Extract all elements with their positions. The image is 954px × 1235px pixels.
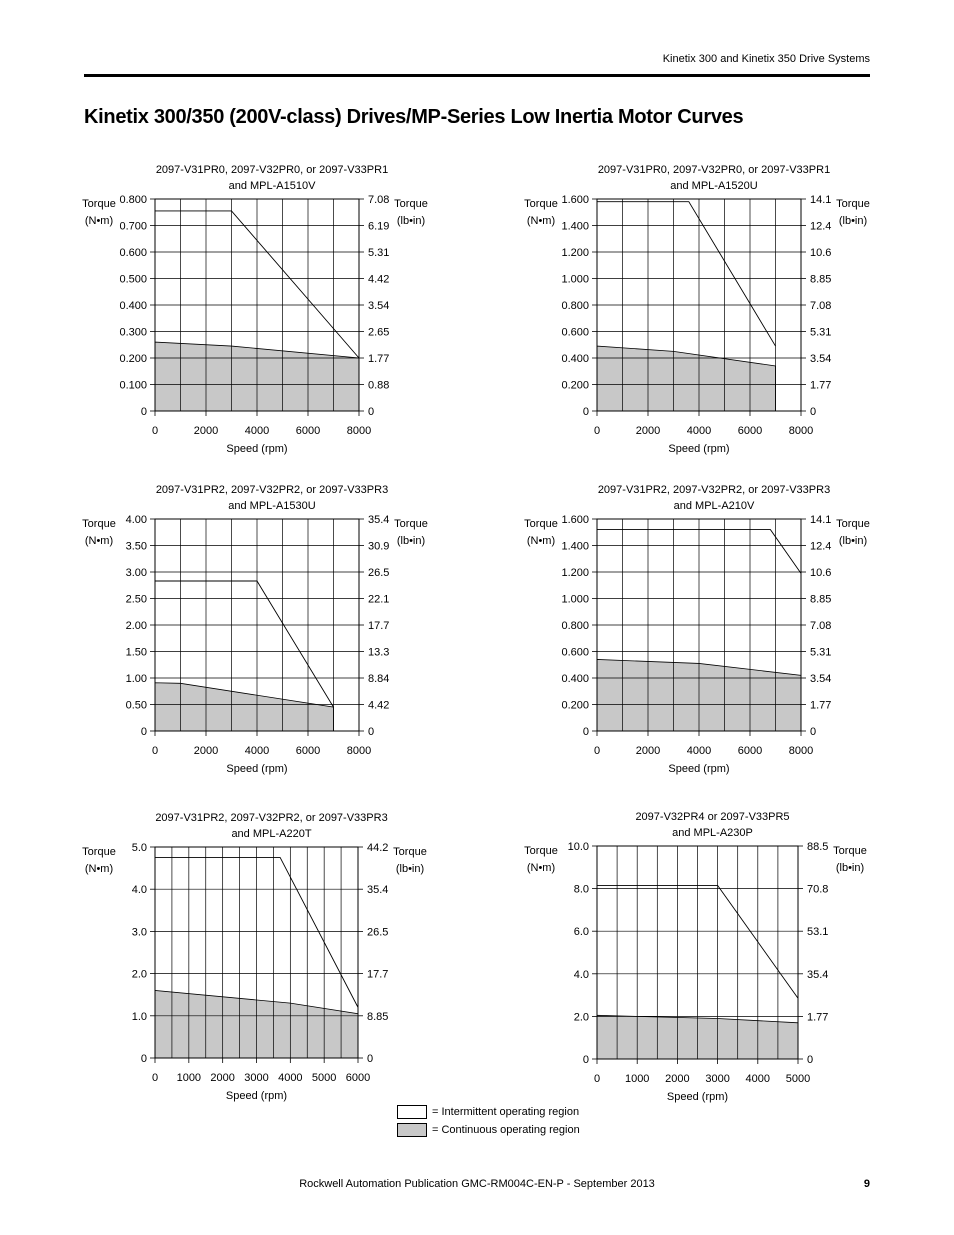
x-tick-label: 8000 <box>788 745 814 757</box>
y-tick-label-left: 8.0 <box>573 883 589 896</box>
continuous-swatch <box>397 1123 427 1137</box>
y-tick-label-right: 0 <box>368 726 375 738</box>
y-axis-label-right-unit: (lb•in) <box>835 862 865 874</box>
chart-6 <box>524 811 867 1103</box>
y-tick-label-right: 5.31 <box>810 326 832 339</box>
y-tick-label-left: 0.50 <box>125 699 147 712</box>
y-axis-label-left: Torque <box>82 518 116 530</box>
y-axis-label-left: Torque <box>524 198 558 210</box>
legend-item-continuous <box>397 1122 580 1138</box>
x-tick-label: 0 <box>593 745 601 757</box>
y-tick-label-left: 0.600 <box>119 247 147 259</box>
y-tick-label-left: 0.800 <box>561 620 589 632</box>
y-tick-label-left: 0 <box>140 726 147 738</box>
page-title: Kinetix 300/350 (200V-class) Drives/MP-Series Low Inertia Motor Curves <box>84 106 744 128</box>
y-tick-label-left: 0.100 <box>119 379 147 392</box>
x-tick-label: 8000 <box>346 745 372 757</box>
y-tick-label-right: 8.85 <box>367 1010 389 1023</box>
x-axis-label: Speed (rpm) <box>226 443 288 455</box>
y-tick-label-left: 1.200 <box>561 567 589 579</box>
y-tick-label-left: 1.000 <box>561 593 589 606</box>
y-axis-label-right: Torque <box>394 198 428 210</box>
y-tick-label-left: 0.700 <box>119 220 147 233</box>
y-tick-label-left: 1.600 <box>561 514 589 526</box>
continuous-region <box>155 683 334 731</box>
y-tick-label-right: 22.1 <box>368 593 390 606</box>
y-tick-label-right: 17.7 <box>367 968 389 981</box>
y-tick-label-right: 1.77 <box>810 699 832 712</box>
chart-subtitle: and MPL-A210V <box>673 500 755 512</box>
y-tick-label-right: 88.5 <box>807 841 829 853</box>
y-tick-label-left: 2.0 <box>131 968 147 981</box>
y-tick-label-left: 0.800 <box>561 300 589 312</box>
y-tick-label-left: 1.0 <box>131 1010 147 1023</box>
y-tick-label-right: 5.31 <box>368 247 390 259</box>
y-tick-label-right: 4.42 <box>368 699 390 712</box>
x-tick-label: 8000 <box>788 425 814 437</box>
y-tick-label-right: 7.08 <box>368 194 390 206</box>
legend <box>397 1104 580 1140</box>
y-tick-label-left: 3.50 <box>125 540 147 553</box>
y-axis-label-left-unit: (N•m) <box>526 862 556 874</box>
chart-subtitle: and MPL-A230P <box>672 827 753 839</box>
y-tick-label-left: 0.200 <box>561 699 589 712</box>
y-tick-label-left: 0.800 <box>119 194 147 206</box>
x-axis-label: Speed (rpm) <box>225 1090 288 1102</box>
y-tick-label-left: 0.600 <box>561 646 589 659</box>
x-axis-label: Speed (rpm) <box>666 1091 729 1103</box>
y-tick-label-left: 1.400 <box>561 220 589 233</box>
y-tick-label-left: 1.00 <box>125 673 147 685</box>
y-tick-label-right: 10.6 <box>810 567 832 579</box>
chart-2 <box>524 164 870 455</box>
chart-subtitle: and MPL-A1520U <box>670 180 758 192</box>
y-axis-label-left-unit: (N•m) <box>526 535 556 547</box>
y-tick-label-left: 0.500 <box>119 273 147 286</box>
y-tick-label-left: 2.00 <box>125 620 147 632</box>
y-axis-label-right-unit: (lb•in) <box>396 535 426 547</box>
x-tick-label: 4000 <box>686 425 712 437</box>
y-tick-label-left: 0 <box>582 1054 589 1066</box>
chart-title: 2097-V32PR4 or 2097-V33PR5 <box>635 811 790 823</box>
chart-1 <box>82 164 428 455</box>
y-tick-label-left: 0.400 <box>561 353 589 365</box>
x-tick-label: 2000 <box>635 425 661 437</box>
y-tick-label-right: 14.1 <box>810 194 832 206</box>
chart-title: 2097-V31PR2, 2097-V32PR2, or 2097-V33PR3 <box>155 812 388 824</box>
y-tick-label-right: 53.1 <box>807 926 829 939</box>
y-tick-label-right: 10.6 <box>810 247 832 259</box>
y-axis-label-left: Torque <box>82 198 116 210</box>
x-axis-label: Speed (rpm) <box>668 763 730 775</box>
x-tick-label: 0 <box>151 1072 159 1084</box>
x-tick-label: 6000 <box>345 1072 371 1084</box>
y-tick-label-left: 0 <box>582 406 589 418</box>
chart-subtitle: and MPL-A220T <box>231 828 312 840</box>
y-tick-label-left: 10.0 <box>567 841 589 853</box>
y-tick-label-right: 14.1 <box>810 514 832 526</box>
y-tick-label-left: 0 <box>140 1053 147 1065</box>
x-tick-label: 3000 <box>705 1073 730 1085</box>
page-number: 9 <box>863 1178 870 1190</box>
x-tick-label: 1000 <box>176 1072 202 1084</box>
legend-label-continuous: = Continuous operating region <box>432 1124 580 1136</box>
y-tick-label-right: 8.85 <box>810 273 832 286</box>
intermittent-swatch <box>397 1105 427 1119</box>
y-tick-label-left: 0.400 <box>561 673 589 685</box>
x-tick-label: 4000 <box>686 745 712 757</box>
x-tick-label: 4000 <box>244 745 270 757</box>
x-tick-label: 2000 <box>193 745 219 757</box>
y-tick-label-right: 12.4 <box>810 540 832 553</box>
y-tick-label-right: 26.5 <box>367 926 389 939</box>
y-tick-label-left: 4.0 <box>131 884 147 897</box>
y-axis-label-right: Torque <box>833 845 867 857</box>
y-tick-label-right: 17.7 <box>368 620 390 632</box>
y-axis-label-left-unit: (N•m) <box>526 215 556 227</box>
y-axis-label-left: Torque <box>524 845 558 857</box>
y-tick-label-left: 3.0 <box>131 926 147 939</box>
y-tick-label-right: 7.08 <box>810 300 832 312</box>
chart-subtitle: and MPL-A1510V <box>228 180 316 192</box>
y-tick-label-right: 6.19 <box>368 220 390 233</box>
chart-4 <box>524 484 870 775</box>
y-tick-label-left: 2.50 <box>125 593 147 606</box>
y-tick-label-left: 0.200 <box>561 379 589 392</box>
x-axis-label: Speed (rpm) <box>668 443 730 455</box>
y-tick-label-right: 0 <box>367 1053 374 1065</box>
y-axis-label-left-unit: (N•m) <box>84 215 114 227</box>
y-tick-label-left: 1.50 <box>125 646 147 659</box>
x-tick-label: 2000 <box>665 1073 690 1085</box>
chart-title: 2097-V31PR2, 2097-V32PR2, or 2097-V33PR3 <box>155 484 389 496</box>
x-tick-label: 5000 <box>785 1073 811 1085</box>
legend-item-intermittent <box>397 1104 580 1120</box>
chart-subtitle: and MPL-A1530U <box>228 500 316 512</box>
y-tick-label-right: 30.9 <box>368 540 390 553</box>
y-tick-label-right: 5.31 <box>810 646 832 659</box>
x-tick-label: 6000 <box>737 745 763 757</box>
chart-title: 2097-V31PR0, 2097-V32PR0, or 2097-V33PR1 <box>155 164 389 176</box>
x-tick-label: 6000 <box>295 425 321 437</box>
y-tick-label-left: 1.400 <box>561 540 589 553</box>
y-tick-label-right: 8.84 <box>368 673 390 685</box>
y-tick-label-left: 1.600 <box>561 194 589 206</box>
x-tick-label: 2000 <box>210 1072 235 1084</box>
y-axis-label-right-unit: (lb•in) <box>396 215 426 227</box>
footer-publication: Rockwell Automation Publication GMC-RM004C-EN-P - September 2013 <box>299 1178 655 1190</box>
y-axis-label-right-unit: (lb•in) <box>395 863 425 875</box>
x-tick-label: 3000 <box>244 1072 269 1084</box>
y-axis-label-right: Torque <box>836 198 870 210</box>
y-tick-label-left: 1.200 <box>561 247 589 259</box>
y-axis-label-left-unit: (N•m) <box>84 535 114 547</box>
y-axis-label-right-unit: (lb•in) <box>838 215 868 227</box>
y-tick-label-right: 0 <box>810 726 817 738</box>
y-tick-label-left: 0.200 <box>119 353 147 365</box>
y-tick-label-right: 70.8 <box>807 883 829 896</box>
y-tick-label-right: 2.65 <box>368 326 390 339</box>
y-tick-label-left: 4.00 <box>125 514 147 526</box>
y-tick-label-left: 0 <box>140 406 147 418</box>
continuous-region <box>597 346 776 411</box>
y-tick-label-right: 1.77 <box>810 379 832 392</box>
y-axis-label-right-unit: (lb•in) <box>838 535 868 547</box>
x-axis-label: Speed (rpm) <box>226 763 288 775</box>
y-tick-label-right: 3.54 <box>810 353 832 365</box>
y-tick-label-left: 2.0 <box>573 1011 589 1024</box>
y-tick-label-left: 5.0 <box>131 842 147 854</box>
y-tick-label-left: 6.0 <box>573 926 589 939</box>
y-tick-label-left: 1.000 <box>561 273 589 286</box>
y-tick-label-right: 35.4 <box>368 514 390 526</box>
y-tick-label-right: 35.4 <box>367 884 389 897</box>
y-tick-label-right: 0 <box>810 406 817 418</box>
y-tick-label-right: 13.3 <box>368 646 390 659</box>
y-tick-label-right: 0.88 <box>368 379 390 392</box>
y-tick-label-right: 7.08 <box>810 620 832 632</box>
chart-5 <box>82 812 427 1102</box>
y-tick-label-left: 0.300 <box>119 326 147 339</box>
y-tick-label-right: 0 <box>368 406 375 418</box>
x-tick-label: 4000 <box>244 425 270 437</box>
x-tick-label: 4000 <box>745 1073 771 1085</box>
y-axis-label-left-unit: (N•m) <box>84 863 114 875</box>
y-axis-label-right: Torque <box>394 518 428 530</box>
y-axis-label-right: Torque <box>836 518 870 530</box>
y-tick-label-right: 12.4 <box>810 220 832 233</box>
x-tick-label: 6000 <box>295 745 321 757</box>
y-axis-label-left: Torque <box>82 846 116 858</box>
y-tick-label-right: 4.42 <box>368 273 390 286</box>
y-tick-label-left: 3.00 <box>125 567 147 579</box>
y-tick-label-right: 44.2 <box>367 842 389 854</box>
y-axis-label-left: Torque <box>524 518 558 530</box>
x-tick-label: 4000 <box>278 1072 303 1084</box>
y-tick-label-left: 0 <box>582 726 589 738</box>
y-tick-label-left: 0.600 <box>561 326 589 339</box>
x-tick-label: 8000 <box>346 425 372 437</box>
y-tick-label-right: 3.54 <box>810 673 832 685</box>
x-tick-label: 6000 <box>737 425 763 437</box>
legend-label-intermittent: = Intermittent operating region <box>432 1106 580 1118</box>
running-header: Kinetix 300 and Kinetix 350 Drive Systems <box>662 53 870 65</box>
y-axis-label-right: Torque <box>393 846 427 858</box>
x-tick-label: 0 <box>593 1073 601 1085</box>
x-tick-label: 2000 <box>193 425 219 437</box>
x-tick-label: 0 <box>151 425 159 437</box>
x-tick-label: 0 <box>151 745 159 757</box>
x-tick-label: 5000 <box>311 1072 337 1084</box>
y-tick-label-left: 4.0 <box>573 968 589 981</box>
y-tick-label-right: 1.77 <box>368 353 390 365</box>
chart-3 <box>82 484 428 775</box>
x-tick-label: 1000 <box>624 1073 650 1085</box>
y-tick-label-right: 0 <box>807 1054 814 1066</box>
y-tick-label-right: 35.4 <box>807 968 829 981</box>
x-tick-label: 0 <box>593 425 601 437</box>
chart-title: 2097-V31PR0, 2097-V32PR0, or 2097-V33PR1 <box>597 164 831 176</box>
y-tick-label-right: 3.54 <box>368 300 390 312</box>
y-tick-label-right: 26.5 <box>368 567 390 579</box>
x-tick-label: 2000 <box>635 745 661 757</box>
chart-title: 2097-V31PR2, 2097-V32PR2, or 2097-V33PR3 <box>597 484 831 496</box>
y-tick-label-left: 0.400 <box>119 300 147 312</box>
y-tick-label-right: 1.77 <box>807 1011 829 1024</box>
intermittent-curve <box>597 202 776 346</box>
y-tick-label-right: 8.85 <box>810 593 832 606</box>
